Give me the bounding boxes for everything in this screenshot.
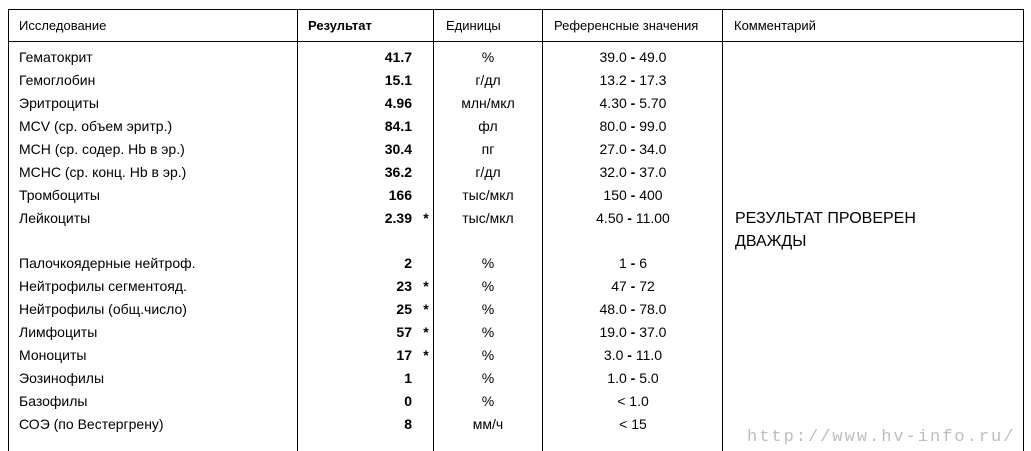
reference-high: 5.70 xyxy=(639,95,667,111)
unit: тыс/мкл xyxy=(462,187,514,203)
reference-high: 49.0 xyxy=(639,49,667,65)
reference-range xyxy=(544,390,722,413)
test-name: Нейтрофилы сегментояд. xyxy=(19,278,187,294)
reference-text: < 1.0 xyxy=(617,393,649,409)
reference-high: 5.0 xyxy=(639,370,659,386)
header-result: Результат xyxy=(308,18,372,33)
abnormal-flag: * xyxy=(423,347,429,363)
test-name: Моноциты xyxy=(19,347,87,363)
unit: % xyxy=(481,301,495,317)
table-row xyxy=(0,298,1031,321)
test-name: Эозинофилы xyxy=(19,370,105,386)
reference-range xyxy=(544,298,722,321)
reference-low: 4.50 xyxy=(596,210,624,226)
reference-text: < 15 xyxy=(619,416,647,432)
header-units: Единицы xyxy=(446,18,501,33)
result-value: 17 xyxy=(396,347,412,363)
unit: % xyxy=(481,255,495,271)
unit: млн/мкл xyxy=(461,95,515,111)
result-value: 15.1 xyxy=(384,72,412,88)
range-dash: - xyxy=(623,210,636,226)
reference-range xyxy=(544,138,722,161)
reference-range xyxy=(544,321,722,344)
reference-range xyxy=(544,413,722,436)
abnormal-flag: * xyxy=(423,210,429,226)
header-bottom-border xyxy=(8,41,1024,42)
reference-low: 13.2 xyxy=(599,72,627,88)
range-dash: - xyxy=(626,255,640,271)
range-dash: - xyxy=(626,95,640,111)
range-dash: - xyxy=(626,118,640,134)
test-name: MCV (ср. объем эритр.) xyxy=(19,118,173,134)
header-test: Исследование xyxy=(19,18,107,33)
watermark-url: http://www.hv-info.ru/ xyxy=(747,428,1016,447)
result-value: 2.39 xyxy=(384,210,412,226)
table-row xyxy=(0,115,1031,138)
result-value: 36.2 xyxy=(384,164,412,180)
test-name: Лейкоциты xyxy=(19,210,91,226)
table-row xyxy=(0,321,1031,344)
unit: % xyxy=(481,370,495,386)
range-dash: - xyxy=(626,164,640,180)
range-dash: - xyxy=(626,49,640,65)
result-value: 166 xyxy=(388,187,412,203)
table-row xyxy=(0,275,1031,298)
test-name: Лимфоциты xyxy=(19,324,98,340)
result-value: 30.4 xyxy=(384,141,412,157)
reference-range xyxy=(544,344,722,367)
unit: г/дл xyxy=(475,72,501,88)
result-value: 4.96 xyxy=(384,95,412,111)
table-row xyxy=(0,46,1031,69)
reference-low: 19.0 xyxy=(599,324,627,340)
reference-range xyxy=(544,92,722,115)
reference-high: 6 xyxy=(639,255,648,271)
abnormal-flag: * xyxy=(423,324,429,340)
reference-high: 11.00 xyxy=(635,210,670,226)
result-value: 1 xyxy=(404,370,412,386)
reference-low: 4.30 xyxy=(599,95,627,111)
test-name: Эритроциты xyxy=(19,95,99,111)
range-dash: - xyxy=(623,347,636,363)
result-value: 23 xyxy=(396,278,412,294)
unit: фл xyxy=(478,118,498,134)
result-value: 2 xyxy=(404,255,412,271)
table-row xyxy=(0,138,1031,161)
reference-high: 78.0 xyxy=(639,301,667,317)
unit: % xyxy=(481,324,495,340)
reference-low: 80.0 xyxy=(599,118,627,134)
unit: % xyxy=(481,49,495,65)
reference-range xyxy=(544,184,722,207)
unit: % xyxy=(481,278,495,294)
reference-range xyxy=(544,69,722,92)
result-value: 0 xyxy=(404,393,412,409)
reference-range xyxy=(544,252,722,275)
result-value: 84.1 xyxy=(384,118,412,134)
reference-low: 47 xyxy=(611,278,627,294)
reference-range xyxy=(544,367,722,390)
result-value: 57 xyxy=(396,324,412,340)
reference-low: 150 xyxy=(603,187,627,203)
unit: г/дл xyxy=(475,164,501,180)
reference-low: 1 xyxy=(618,255,627,271)
reference-low: 27.0 xyxy=(599,141,627,157)
reference-high: 400 xyxy=(639,187,663,203)
test-name: MCHC (ср. конц. Hb в эр.) xyxy=(19,164,187,180)
reference-high: 37.0 xyxy=(639,324,667,340)
result-value: 8 xyxy=(404,416,412,432)
unit: мм/ч xyxy=(472,416,504,432)
unit: % xyxy=(481,393,495,409)
reference-high: 72 xyxy=(639,278,655,294)
range-dash: - xyxy=(626,278,640,294)
table-row xyxy=(0,69,1031,92)
reference-low: 3.0 xyxy=(603,347,624,363)
reference-range xyxy=(544,161,722,184)
test-name: Гемоглобин xyxy=(19,72,96,88)
reference-low: 39.0 xyxy=(599,49,627,65)
reference-high: 17.3 xyxy=(639,72,667,88)
reference-low: 1.0 xyxy=(607,370,627,386)
table-row xyxy=(0,252,1031,275)
range-dash: - xyxy=(626,187,640,203)
table-row xyxy=(0,390,1031,413)
table-row xyxy=(0,161,1031,184)
table-row xyxy=(0,367,1031,390)
table-row xyxy=(0,344,1031,367)
table-top-border xyxy=(8,9,1024,10)
abnormal-flag: * xyxy=(423,278,429,294)
test-name: Тромбоциты xyxy=(19,187,100,203)
result-value: 25 xyxy=(396,301,412,317)
reference-range xyxy=(544,115,722,138)
table-row xyxy=(0,92,1031,115)
range-dash: - xyxy=(626,141,640,157)
abnormal-flag: * xyxy=(423,301,429,317)
test-name: Нейтрофилы (общ.число) xyxy=(19,301,187,317)
test-name: Палочкоядерные нейтроф. xyxy=(19,255,196,271)
reference-high: 11.0 xyxy=(635,347,663,363)
header-comment: Комментарий xyxy=(734,18,816,33)
reference-high: 99.0 xyxy=(639,118,667,134)
range-dash: - xyxy=(626,301,640,317)
unit: тыс/мкл xyxy=(462,210,514,226)
reference-low: 32.0 xyxy=(599,164,627,180)
reference-low: 48.0 xyxy=(599,301,627,317)
test-name: Базофилы xyxy=(19,393,88,409)
table-row xyxy=(0,184,1031,207)
reference-high: 34.0 xyxy=(639,141,667,157)
reference-high: 37.0 xyxy=(639,164,667,180)
test-name: MCH (ср. содер. Hb в эр.) xyxy=(19,141,185,157)
test-name: СОЭ (по Вестергрену) xyxy=(19,416,164,432)
header-reference: Референсные значения xyxy=(554,18,699,33)
range-dash: - xyxy=(626,324,640,340)
unit: пг xyxy=(481,141,495,157)
range-dash: - xyxy=(626,370,640,386)
unit: % xyxy=(481,347,495,363)
test-name: Гематокрит xyxy=(19,49,93,65)
reference-range xyxy=(544,207,722,230)
result-value: 41.7 xyxy=(384,49,412,65)
reference-range xyxy=(544,275,722,298)
range-dash: - xyxy=(626,72,640,88)
reference-range xyxy=(544,46,722,69)
comment-text: РЕЗУЛЬТАТ ПРОВЕРЕН ДВАЖДЫ xyxy=(735,210,916,250)
